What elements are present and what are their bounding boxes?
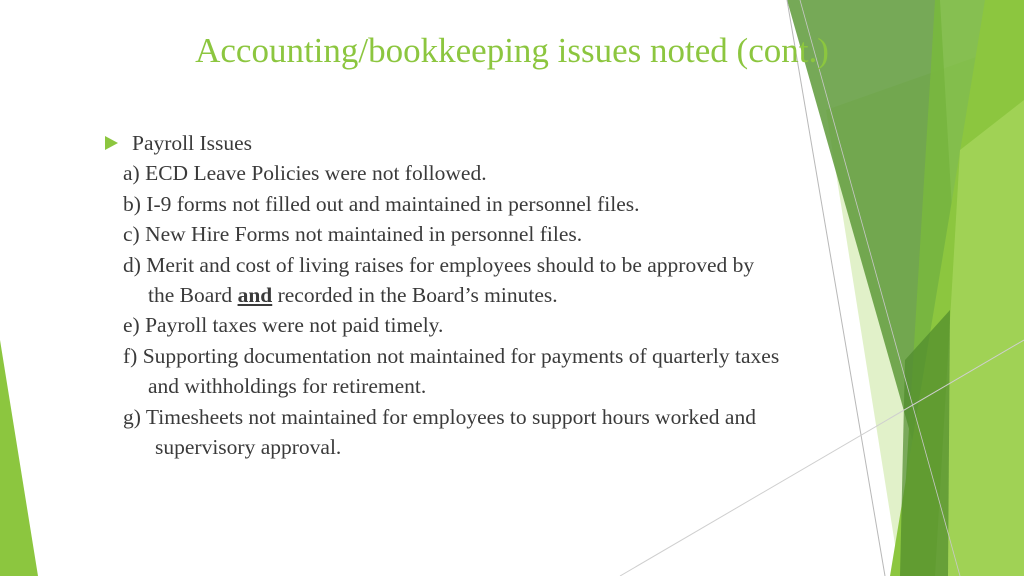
bullet-payroll-issues (105, 128, 925, 158)
item-d-pre: the Board (148, 283, 238, 308)
item-d-emphasis: and (237, 283, 273, 308)
item-f-line2: and withholdings for retirement. (148, 374, 427, 399)
item-g-line2: supervisory approval. (155, 435, 342, 460)
item-c: c) New Hire Forms not maintained in personnel files. (123, 222, 583, 247)
item-e: e) Payroll taxes were not paid timely. (123, 313, 444, 338)
slide-body (105, 128, 925, 462)
item-d-line2 (148, 280, 925, 310)
item-b: b) I-9 forms not filled out and maintained in personnel files. (123, 191, 640, 216)
item-f-line1: f) Supporting documentation not maintained for payments of quarterly taxes (123, 343, 780, 368)
slide-title: Accounting/bookkeeping issues noted (cont.) (195, 31, 829, 70)
item-g-line1: g) Timesheets not maintained for employees to support hours worked and (123, 404, 756, 429)
facet-left-green (0, 340, 38, 576)
triangle-bullet-icon (105, 136, 118, 150)
item-a: a) ECD Leave Policies were not followed. (123, 161, 487, 186)
item-d-line1: d) Merit and cost of living raises for employees should to be approved by (123, 252, 755, 277)
item-d-post: recorded in the Board’s minutes. (272, 283, 558, 308)
section-heading: Payroll Issues (132, 131, 253, 155)
